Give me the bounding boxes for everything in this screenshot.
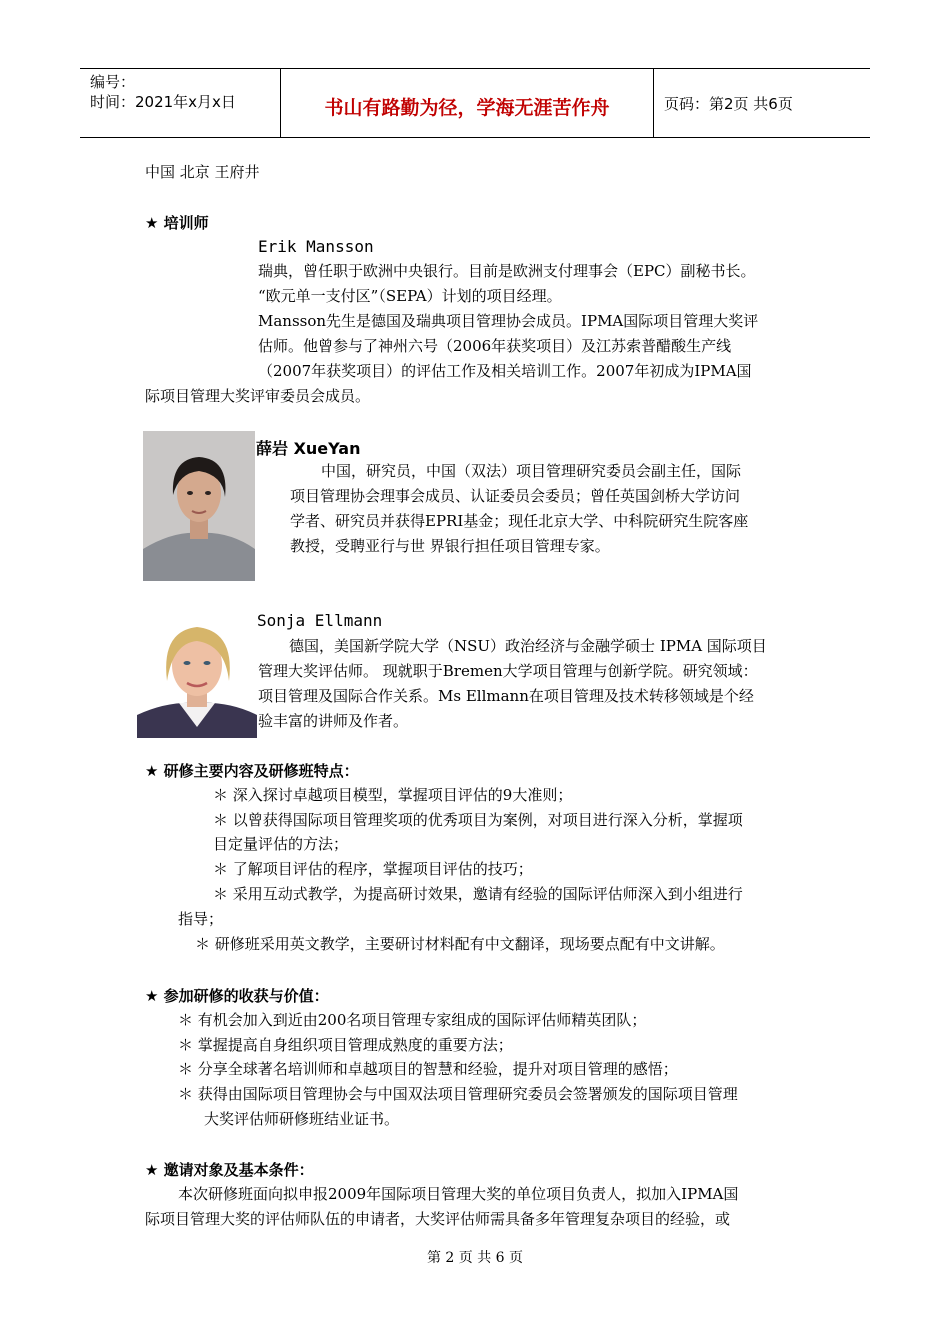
document-number: 编号： xyxy=(90,73,136,91)
xue-bio-line: 学者、研究员并获得EPRI基金；现任北京大学、中科院研究生院客座 xyxy=(290,512,749,530)
content-line: ＊ 以曾获得国际项目管理奖项的优秀项目为案例，对项目进行深入分析，掌握项 xyxy=(213,811,743,829)
content-heading: ★ 研修主要内容及研修班特点： xyxy=(145,762,359,780)
trainer-name-sonja: Sonja Ellmann xyxy=(257,611,383,630)
trainer-name-erik: Erik Mansson xyxy=(258,237,374,256)
invite-line: 际项目管理大奖的评估师队伍的申请者，大奖评估师需具备多年管理复杂项目的经验，或 xyxy=(145,1210,731,1228)
content-line: ＊ 采用互动式教学，为提高研讨效果，邀请有经验的国际评估师深入到小组进行 xyxy=(213,885,743,903)
sonja-ellmann-photo xyxy=(137,611,257,738)
xue-bio-line: 中国，研究员，中国（双法）项目管理研究委员会副主任，国际 xyxy=(321,462,742,480)
trainers-heading: ★ 培训师 xyxy=(145,214,209,232)
content-line: 目定量评估的方法； xyxy=(213,835,349,853)
erik-bio-line: 估师。他曾参与了神州六号（2006年获奖项目）及江苏索普醋酸生产线 xyxy=(258,337,732,355)
erik-bio-line: （2007年获奖项目）的评估工作及相关培训工作。2007年初成为IPMA国 xyxy=(258,362,752,380)
sonja-bio-line: 验丰富的讲师及作者。 xyxy=(258,712,409,730)
document-time: 时间：2021年x月x日 xyxy=(90,93,236,111)
trainer-name-xue: 薛岩 XueYan xyxy=(256,439,361,458)
page-footer: 第 2 页 共 6 页 xyxy=(426,1250,524,1266)
xue-bio-line: 教授，受聘亚行与世 界银行担任项目管理专家。 xyxy=(290,537,610,555)
xue-yan-photo xyxy=(143,431,255,581)
erik-bio-line: 际项目管理大奖评审委员会成员。 xyxy=(145,387,371,405)
location: 中国 北京 王府井 xyxy=(145,163,260,181)
value-line: ＊ 有机会加入到近由200名项目管理专家组成的国际评估师精英团队； xyxy=(178,1011,647,1029)
page-info: 页码：第2页 共6页 xyxy=(664,95,793,113)
page-header xyxy=(80,68,870,138)
value-line: ＊ 分享全球著名培训师和卓越项目的智慧和经验，提升对项目管理的感悟； xyxy=(178,1060,678,1078)
header-meta-cell xyxy=(80,69,281,137)
value-heading: ★ 参加研修的收获与价值： xyxy=(145,987,329,1005)
sonja-bio-line: 项目管理及国际合作关系。Ms Ellmann在项目管理及技术转移领域是个经 xyxy=(258,687,754,705)
value-line: ＊ 掌握提高自身组织项目管理成熟度的重要方法； xyxy=(178,1036,513,1054)
invite-heading: ★ 邀请对象及基本条件： xyxy=(145,1161,314,1179)
value-line: ＊ 获得由国际项目管理协会与中国双法项目管理研究委员会签署颁发的国际项目管理 xyxy=(178,1085,738,1103)
invite-line: 本次研修班面向拟申报2009年国际项目管理大奖的单位项目负责人，拟加入IPMA国 xyxy=(178,1185,739,1203)
motto: 书山有路勤为径，学海无涯苦作舟 xyxy=(324,97,610,119)
value-line: 大奖评估师研修班结业证书。 xyxy=(204,1110,400,1128)
erik-bio-line: “欧元单一支付区”（SEPA）计划的项目经理。 xyxy=(258,287,562,305)
xue-bio-line: 项目管理协会理事会成员、认证委员会委员；曾任英国剑桥大学访问 xyxy=(290,487,741,505)
content-line: ＊ 深入探讨卓越项目模型，掌握项目评估的9大准则； xyxy=(213,786,573,804)
header-motto-cell xyxy=(281,69,654,137)
header-page-cell xyxy=(654,69,870,137)
content-line: ＊ 研修班采用英文教学，主要研讨材料配有中文翻译，现场要点配有中文讲解。 xyxy=(195,935,725,953)
content-line: ＊ 了解项目评估的程序，掌握项目评估的技巧； xyxy=(213,860,533,878)
erik-bio-line: 瑞典，曾任职于欧洲中央银行。目前是欧洲支付理事会（EPC）副秘书长。 xyxy=(258,262,756,280)
sonja-bio-line: 德国，美国新学院大学（NSU）政治经济与金融学硕士 IPMA 国际项目 xyxy=(289,637,767,655)
sonja-bio-line: 管理大奖评估师。 现就职于Bremen大学项目管理与创新学院。研究领域： xyxy=(258,662,758,680)
content-line: 指导； xyxy=(178,910,224,928)
erik-bio-line: Mansson先生是德国及瑞典项目管理协会成员。IPMA国际项目管理大奖评 xyxy=(258,312,759,330)
